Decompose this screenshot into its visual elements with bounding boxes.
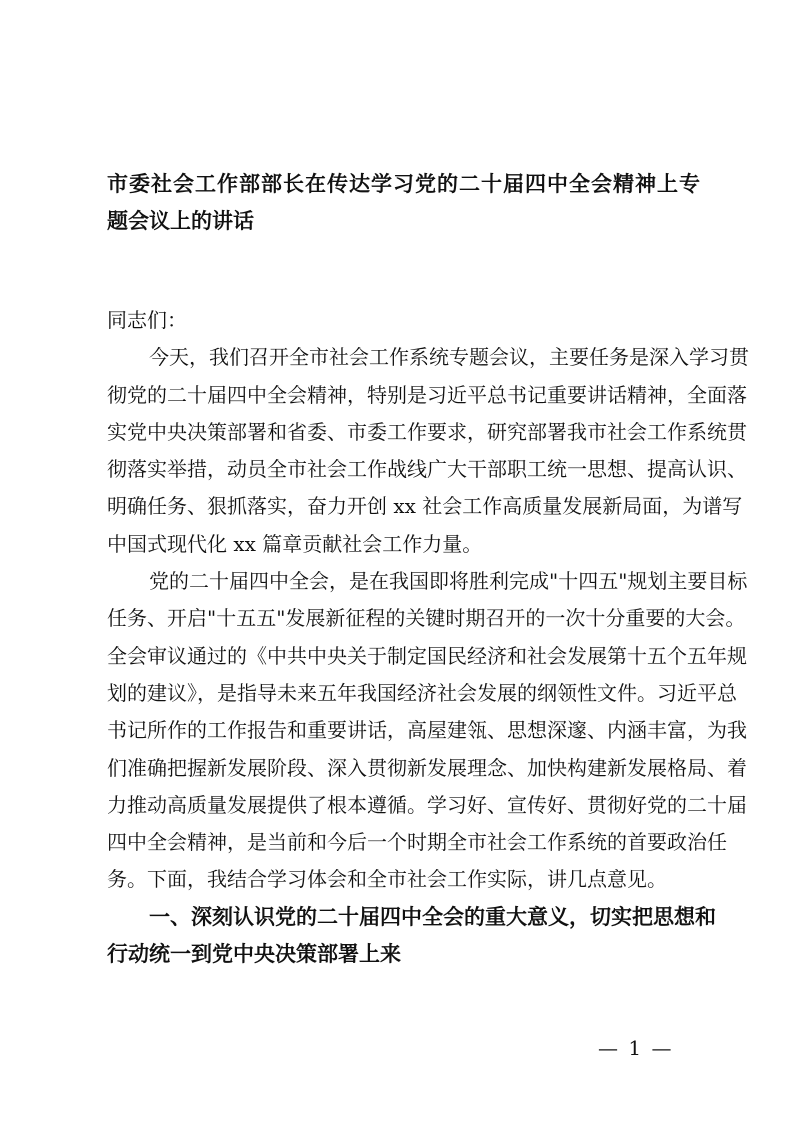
text-line: 实党中央决策部署和省委、市委工作要求，研究部署我市社会工作系统贯 [107, 419, 747, 444]
heading-line: 行动统一到党中央决策部署上来 [107, 942, 401, 967]
section-heading [107, 899, 716, 974]
document-body [107, 302, 749, 973]
heading-line: 一、深刻认识党的二十届四中全会的重大意义，切实把思想和 [149, 904, 716, 929]
text-line: 们准确把握新发展阶段、深入贯彻新发展理念、加快构建新发展格局、着 [107, 755, 747, 780]
text-line: 务。下面，我结合学习体会和全市社会工作实际，讲几点意见。 [107, 867, 667, 892]
title-line: 题会议上的讲话 [107, 209, 254, 234]
text-line: 全会审议通过的《中共中央关于制定国民经济和社会发展第十五个五年规 [107, 643, 747, 668]
paragraph [107, 563, 748, 899]
text-line: 中国式现代化 xx 篇章贡献社会工作力量。 [107, 531, 483, 556]
text-line: 任务、开启"十五五"发展新征程的关键时期召开的一次十分重要的大会。 [107, 606, 746, 631]
text-line: 彻落实举措，动员全市社会工作战线广大干部职工统一思想、提高认识、 [107, 457, 747, 482]
text-line: 彻党的二十届四中全会精神，特别是习近平总书记重要讲话精神，全面落 [107, 382, 747, 407]
text-line: 四中全会精神，是当前和今后一个时期全市社会工作系统的首要政治任 [107, 830, 727, 855]
paragraph [107, 339, 749, 563]
text-line: 今天，我们召开全市社会工作系统专题会议，主要任务是深入学习贯 [149, 345, 749, 370]
text-line: 明确任务、狠抓落实，奋力开创 xx 社会工作高质量发展新局面，为谱写 [107, 494, 743, 519]
text-line: 划的建议》，是指导未来五年我国经济社会发展的纲领性文件。习近平总 [107, 680, 737, 705]
text-line: 力推动高质量发展提供了根本遵循。学习好、宣传好、贯彻好党的二十届 [107, 792, 747, 817]
document-title [107, 166, 700, 241]
text-line: 书记所作的工作报告和重要讲话，高屋建瓴、思想深邃、内涵丰富，为我 [107, 718, 747, 743]
salutation: 同志们： [107, 308, 187, 332]
page-number: — 1 — [598, 1036, 674, 1060]
text-line: 党的二十届四中全会，是在我国即将胜利完成"十四五"规划主要目标 [149, 569, 748, 594]
title-line: 市委社会工作部部长在传达学习党的二十届四中全会精神上专 [107, 172, 700, 196]
